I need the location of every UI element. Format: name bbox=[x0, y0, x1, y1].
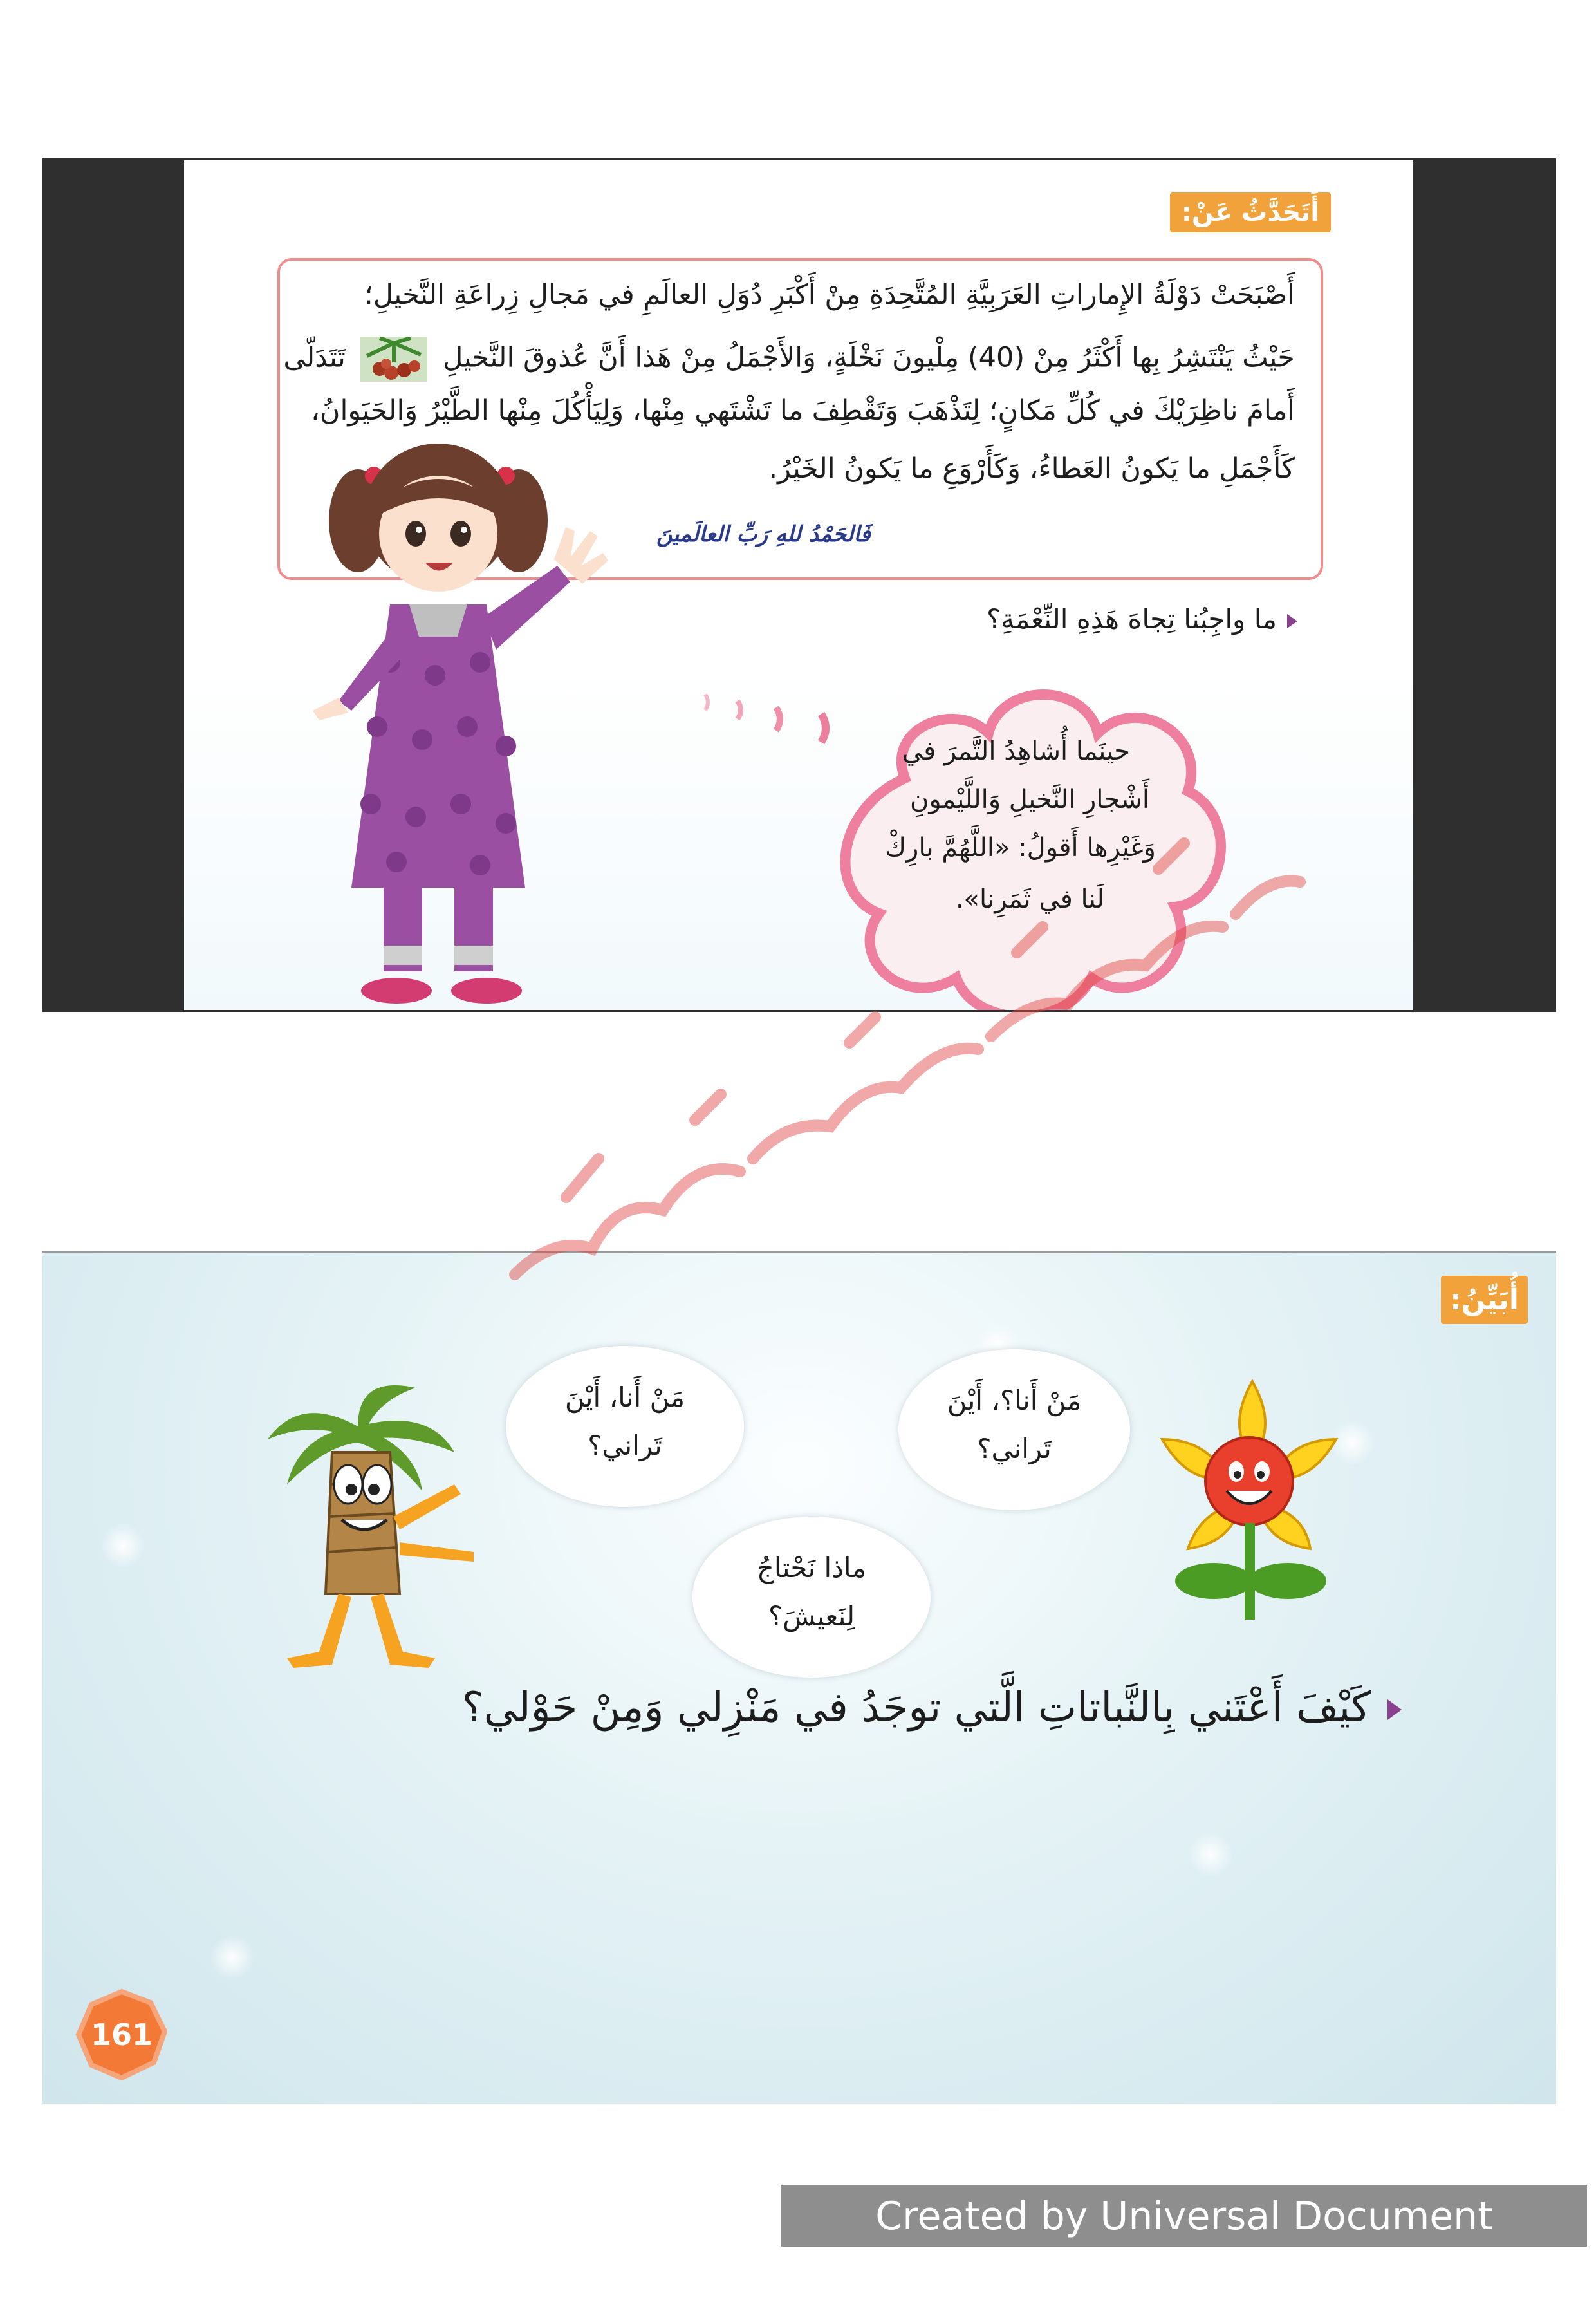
passage-line-4: كَأَجْمَلِ ما يَكونُ العَطاءُ، وَكَأَرْوَعِ ما يَكونُ الخَيْرُ. bbox=[768, 453, 1295, 485]
top-page bbox=[184, 160, 1413, 1010]
page-number-badge bbox=[73, 1986, 170, 2083]
page-number: 161 bbox=[90, 2017, 153, 2052]
passage-line-2 bbox=[283, 337, 1295, 382]
question-plant-care bbox=[462, 1684, 1402, 1732]
palm-tree-character bbox=[261, 1381, 506, 1678]
date-palm-cluster-icon bbox=[360, 337, 427, 382]
bullet-icon bbox=[1387, 1699, 1402, 1720]
praise-text: فَالحَمْدُ للهِ رَبِّ العالَمينَ bbox=[656, 521, 871, 547]
question-duty-text: ما واجِبُنا تِجاهَ هَذِهِ النِّعْمَةِ؟ bbox=[986, 603, 1277, 635]
sparkle bbox=[100, 1523, 145, 1568]
cloud-line-4: لَنا في ثَمَرِنا». bbox=[955, 884, 1104, 914]
cloud-line-2: أَشْجارِ النَّخيلِ وَاللَّيْمونِ bbox=[909, 785, 1149, 814]
passage-line-2-end: تَتَدَلّى bbox=[283, 341, 346, 374]
sparkle bbox=[210, 1935, 255, 1980]
bubble-center-line-1: ماذا نَحْتاجُ bbox=[756, 1552, 867, 1584]
bubble-palm-line-2: تَراني؟ bbox=[588, 1430, 662, 1461]
passage-line-3: أَمامَ ناظِرَيْكَ في كُلِّ مَكانٍ؛ لِتَذْهَبَ وَتَقْطِفَ ما تَشْتَهي مِنْها، وَلِيَأْكُلَ مِنْها الطَّيْرُ وَالحَيَوانُ، bbox=[311, 395, 1295, 427]
converter-footer: Created by Universal Document Converter bbox=[781, 2185, 1587, 2247]
top-page-panel bbox=[42, 158, 1556, 1012]
bubble-palm-line-1: مَنْ أَنا، أَيْنَ bbox=[564, 1381, 685, 1413]
thought-cloud bbox=[828, 669, 1227, 1010]
question-duty bbox=[987, 603, 1297, 635]
speech-bubble-palm bbox=[506, 1346, 744, 1507]
bubble-flower-line-1: مَنْ أَنا؟، أَيْنَ bbox=[947, 1385, 1082, 1416]
passage-line-2-start: حَيْثُ يَنْتَشِرُ بِها أَكْثَرُ مِنْ (40) مِلْيونَ نَخْلَةٍ، وَالأَجْمَلُ مِنْ هَذا أَنَّ عُذوقَ النَّخيلِ bbox=[443, 341, 1295, 374]
bullet-icon bbox=[1287, 614, 1297, 628]
speech-bubble-center bbox=[692, 1517, 931, 1678]
cloud-line-3: وَغَيْرِها أَقولُ: «اللَّهُمَّ بارِكْ bbox=[885, 833, 1156, 863]
section-label-talk: أَتَحَدَّثُ عَنْ: bbox=[1170, 192, 1331, 232]
girl-illustration bbox=[313, 444, 686, 1010]
cloud-line-1: حينَما أُشاهِدُ التَّمرَ في bbox=[902, 736, 1130, 766]
bubble-center-line-2: لِنَعيشَ؟ bbox=[768, 1600, 855, 1632]
question-plant-care-text: كَيْفَ أَعْتَني بِالنَّباتاتِ الَّتي توجَدُ في مَنْزِلي وَمِنْ حَوْلي؟ bbox=[461, 1684, 1371, 1732]
sparkle bbox=[1188, 1832, 1233, 1877]
speech-bubble-flower bbox=[898, 1349, 1130, 1510]
bottom-page bbox=[42, 1251, 1556, 2104]
thought-dots bbox=[699, 675, 866, 753]
flower-character bbox=[1117, 1369, 1387, 1665]
passage-line-1: أَصْبَحَتْ دَوْلَةُ الإِماراتِ العَرَبِيَّةِ المُتَّحِدَةِ مِنْ أَكْبَرِ دُوَلِ العالَمِ في مَجالِ زِراعَةِ النَّخيلِ؛ bbox=[364, 279, 1295, 311]
section-label-explain: أُبَيِّنُ: bbox=[1441, 1276, 1528, 1324]
bubble-flower-line-2: تَراني؟ bbox=[977, 1433, 1052, 1464]
